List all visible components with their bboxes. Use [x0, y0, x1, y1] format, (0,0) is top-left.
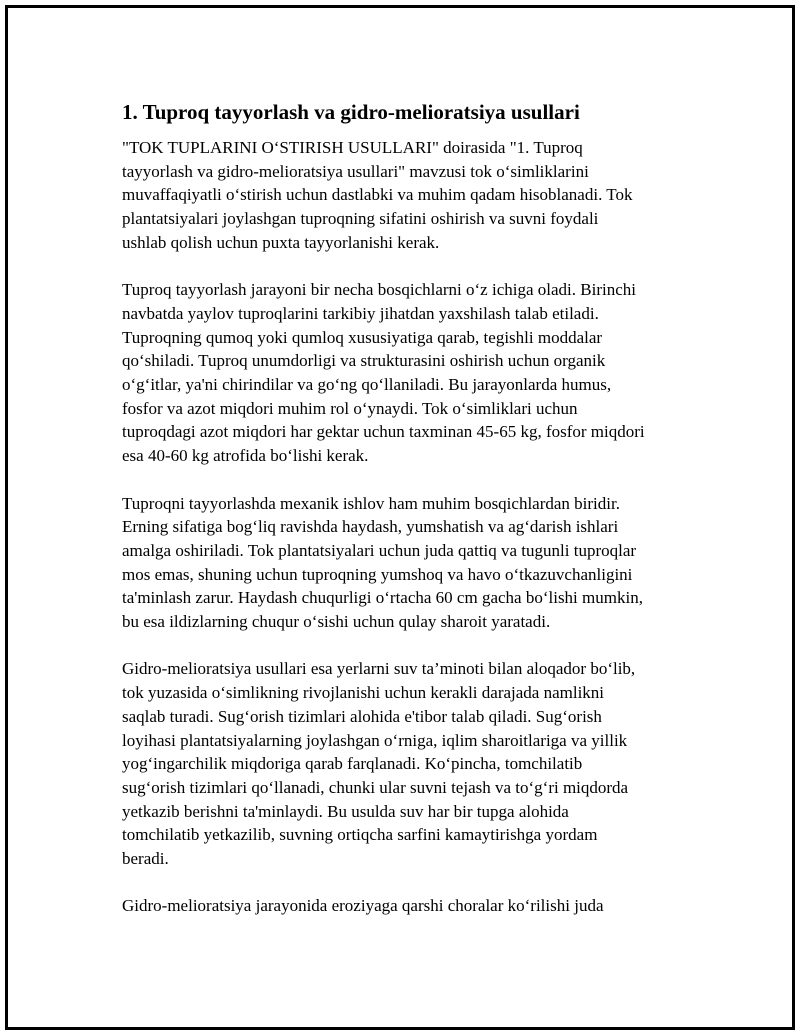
paragraph-intro: "TOK TUPLARINI O‘STIRISH USULLARI" doirasida "1. Tuproq tayyorlash va gidro-melioratsiya usullari" mavzusi tok o‘simliklarini muvaffaqiyatli o‘stirish uchun dastlabki va muhim qadam hisoblanadi. Tok plantatsiyalari joylashgan tuproqning sifatini oshirish va suvni foydali ushlab qolish uchun puxta tayyorlanishi kerak. [122, 138, 633, 252]
document-body [122, 98, 702, 942]
paragraph-erosion: Gidro-melioratsiya jarayonida eroziyaga qarshi choralar ko‘rilishi juda [122, 896, 604, 916]
paragraph-irrigation: Gidro-melioratsiya usullari esa yerlarni suv ta’minoti bilan aloqador bo‘lib, tok yuzasida o‘simlikning rivojlanishi uchun kerakli darajada namlikni saqlab turadi. Sug‘orish tizimlari alohida e'tibor talab qiladi. Sug‘orish loyihasi plantatsiyalarning joylashgan o‘rniga, iqlim sharoitlariga va yillik yog‘ingarchilik miqdoriga qarab farqlanadi. Ko‘pincha, tomchilatib sug‘orish tizimlari qo‘llanadi, chunki ular suvni tejash va to‘g‘ri miqdorda yetkazib berishni ta'minlaydi. Bu usulda suv har bir tupga alohida tomchilatib yetkazilib, suvning ortiqcha sarfini kamaytirishga yordam beradi. [122, 659, 636, 869]
paragraph-mechanical-tillage: Tuproqni tayyorlashda mexanik ishlov ham muhim bosqichlardan biridir. Erning sifatiga bog‘liq ravishda haydash, yumshatish va ag‘darish ishlari amalga oshiriladi. Tok plantatsiyalari uchun juda qattiq va tugunli tuproqlar mos emas, shuning uchun tuproqning yumshoq va havo o‘tkazuvchanligini ta'minlash zarur. Haydash chuqurligi o‘rtacha 60 cm gacha bo‘lishi mumkin, bu esa ildizlarning chuqur o‘sishi uchun qulay sharoit yaratadi. [122, 493, 643, 632]
page-frame [5, 5, 795, 1030]
paragraph-soil-preparation: Tuproq tayyorlash jarayoni bir necha bosqichlarni o‘z ichiga oladi. Birinchi navbatda yaylov tuproqlarini tarkibiy jihatdan yaxshilash talab etiladi. Tuproqning qumoq yoki qumloq xususiyatiga qarab, tegishli moddalar qo‘shiladi. Tuproq unumdorligi va strukturasini oshirish uchun organik o‘g‘itlar, ya'ni chirindilar va go‘ng qo‘llaniladi. Bu jarayonlarda humus, fosfor va azot miqdori muhim rol o‘ynaydi. Tok o‘simliklari uchun tuproqdagi azot miqdori har gektar uchun taxminan 45-65 kg, fosfor miqdori esa 40-60 kg atrofida bo‘lishi kerak. [122, 280, 645, 466]
section-heading: 1. Tuproq tayyorlash va gidro-melioratsiya usullari [122, 100, 580, 124]
